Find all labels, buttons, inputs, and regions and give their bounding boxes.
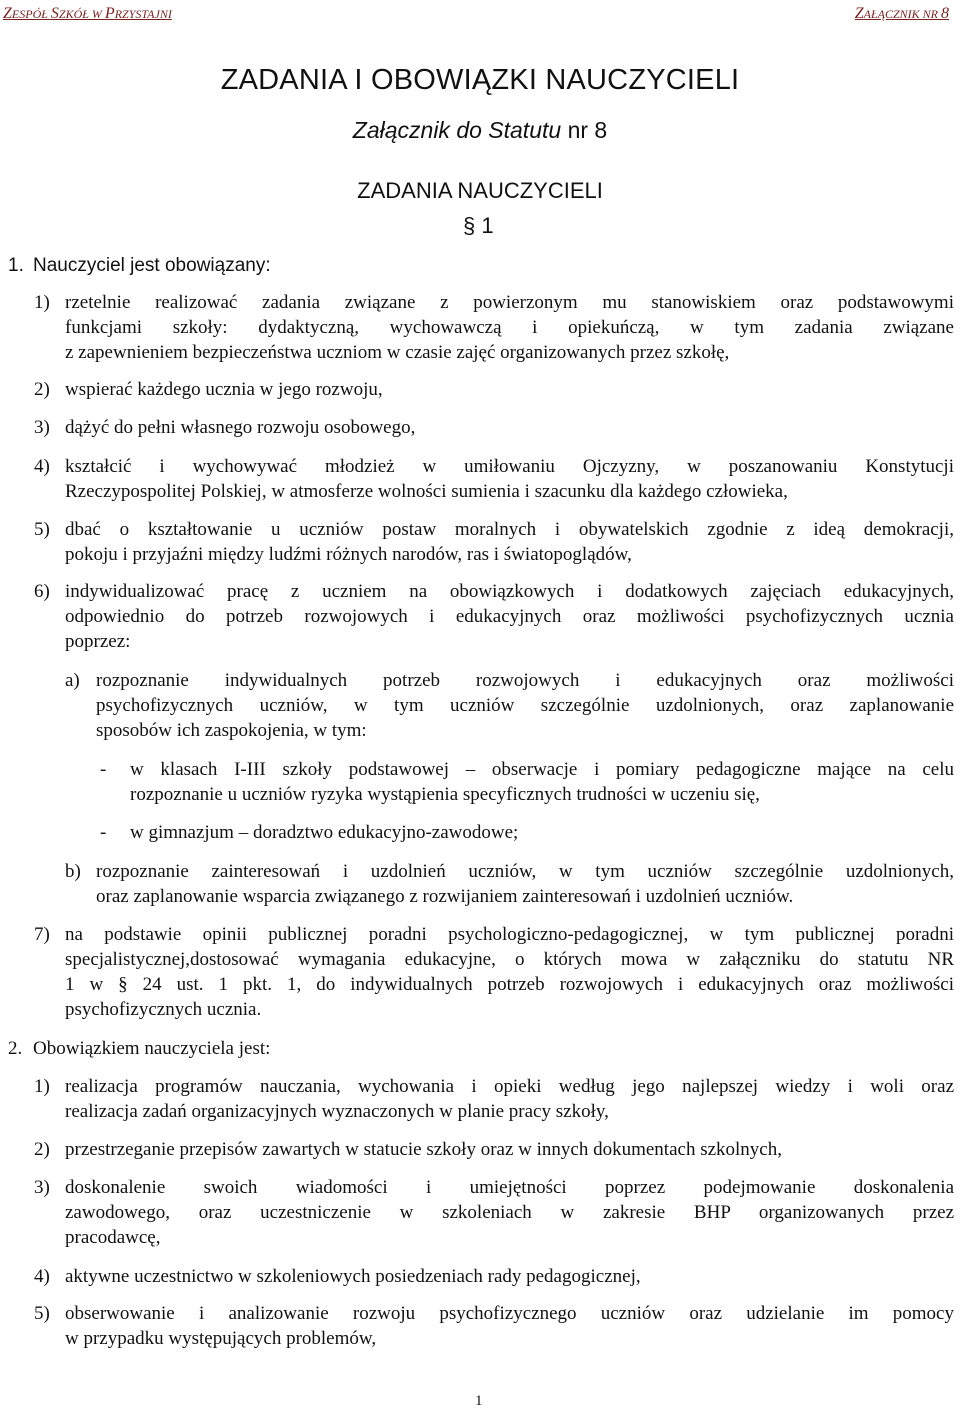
dash-bullet: -	[100, 759, 107, 780]
sub-list-line: oraz zaplanowanie wsparcia związanego z rozwijaniem zainteresowań i uzdolnień uczniów.	[96, 886, 794, 907]
list-number: 1)	[34, 1076, 50, 1097]
list-item-line: wspierać każdego ucznia w jego rozwoju,	[65, 379, 383, 400]
list-item-line: dbać o kształtowanie u uczniów postaw moralnych i obywatelskich zgodnie z ideą demokracji,	[65, 519, 954, 540]
list-item-line: z zapewnieniem bezpieczeństwa uczniom w czasie zajęć organizowanych przez szkołę,	[65, 342, 730, 363]
list-number: 2)	[34, 1139, 50, 1160]
point-number: 2.	[8, 1038, 23, 1059]
dash-item-line: rozpoznanie u uczniów ryzyka wystąpienia specyficznych trudności w uczeniu się,	[130, 784, 760, 805]
list-item-line: realizacja programów nauczania, wychowania i opieki według jego najlepszej wiedzy i woli oraz	[65, 1076, 954, 1097]
list-item-line: psychofizycznych ucznia.	[65, 999, 262, 1020]
list-item-line: obserwowanie i analizowanie rozwoju psychofizycznego uczniów oraz udzielanie im pomocy	[65, 1303, 954, 1324]
point-number: 1.	[8, 255, 24, 276]
list-number: 1)	[34, 292, 50, 313]
list-number: 2)	[34, 379, 50, 400]
point-heading: Obowiązkiem nauczyciela jest:	[33, 1038, 271, 1059]
list-item-line: 1 w § 24 ust. 1 pkt. 1, do indywidualnych potrzeb rozwojowych i edukacyjnych oraz możliwości	[65, 974, 954, 995]
list-number: 5)	[34, 1303, 50, 1324]
sub-list-line: rozpoznanie indywidualnych potrzeb rozwojowych i edukacyjnych oraz możliwości	[96, 670, 954, 691]
dash-item-line: w klasach I-III szkoły podstawowej – obserwacje i pomiary pedagogiczne mające na celu	[130, 759, 954, 780]
list-item-line: doskonalenie swoich wiadomości i umiejętności poprzez podejmowanie doskonalenia	[65, 1177, 954, 1198]
document-subtitle: Załącznik do Statutu nr 8	[352, 117, 608, 143]
dash-item-line: w gimnazjum – doradztwo edukacyjno-zawodowe;	[130, 822, 519, 843]
list-number: 3)	[34, 1177, 50, 1198]
list-number: 7)	[34, 924, 50, 945]
sub-list-line: psychofizycznych uczniów, w tym uczniów szczególnie uzdolnionych, oraz zaplanowanie	[96, 695, 954, 716]
list-item-line: pokoju i przyjaźni między ludźmi różnych narodów, ras i światopoglądów,	[65, 544, 632, 565]
list-number: 6)	[34, 581, 50, 602]
list-item-line: odpowiednio do potrzeb rozwojowych i edukacyjnych oraz możliwości psychofizycznych ucznia	[65, 606, 954, 627]
paragraph-mark: § 1	[463, 213, 494, 238]
list-item-line: poprzez:	[65, 631, 131, 652]
list-number: 5)	[34, 519, 50, 540]
section-title: ZADANIA NAUCZYCIELI	[357, 178, 603, 203]
list-item-line: funkcjami szkoły: dydaktyczną, wychowawczą i opiekuńczą, w tym zadania związane	[65, 317, 954, 338]
list-item-line: pracodawcę,	[65, 1227, 161, 1248]
list-item-line: na podstawie opinii publicznej poradni psychologiczno-pedagogicznej, w tym publicznej poradni	[65, 924, 954, 945]
list-item-line: w przypadku występujących problemów,	[65, 1328, 377, 1349]
list-item-line: specjalistycznej,dostosować wymagania edukacyjne, o których mowa w załączniku do statutu NR	[65, 949, 954, 970]
sub-list-letter: a)	[65, 670, 80, 691]
point-heading: Nauczyciel jest obowiązany:	[33, 255, 271, 276]
list-item-line: realizacja zadań organizacyjnych wyznaczonych w planie pracy szkoły,	[65, 1101, 609, 1122]
sub-list-line: sposobów ich zaspokojenia, w tym:	[96, 720, 367, 741]
dash-bullet: -	[100, 822, 107, 843]
list-item-line: przestrzeganie przepisów zawartych w statucie szkoły oraz w innych dokumentach szkolnych,	[65, 1139, 782, 1160]
sub-list-line: rozpoznanie zainteresowań i uzdolnień uczniów, w tym uczniów szczególnie uzdolnionych,	[96, 861, 954, 882]
running-header-school: ZESPÓŁ SZKÓŁ W PRZYSTAJNI	[3, 5, 172, 22]
list-item-line: zawodowego, oraz uczestniczenie w szkoleniach w zakresie BHP organizowanych przez	[65, 1202, 954, 1223]
list-item-line: aktywne uczestnictwo w szkoleniowych posiedzeniach rady pedagogicznej,	[65, 1266, 641, 1287]
list-item-line: indywidualizować pracę z uczniem na obowiązkowych i dodatkowych zajęciach edukacyjnych,	[65, 581, 954, 602]
document-title: ZADANIA I OBOWIĄZKI NAUCZYCIELI	[220, 64, 740, 96]
list-item-line: rzetelnie realizować zadania związane z powierzonym mu stanowiskiem oraz podstawowymi	[65, 292, 954, 313]
list-number: 4)	[34, 1266, 50, 1287]
list-number: 4)	[34, 456, 50, 477]
list-item-line: dążyć do pełni własnego rozwoju osobowego,	[65, 417, 416, 438]
list-number: 3)	[34, 417, 50, 438]
running-header-attachment: ZAŁĄCZNIK NR 8	[854, 5, 949, 22]
list-item-line: kształcić i wychowywać młodzież w umiłowaniu Ojczyzny, w poszanowaniu Konstytucji	[65, 456, 954, 477]
list-item-line: Rzeczypospolitej Polskiej, w atmosferze wolności sumienia i szacunku dla każdego człowieka,	[65, 481, 788, 502]
page-number: 1	[475, 1393, 483, 1409]
sub-list-letter: b)	[65, 861, 81, 882]
